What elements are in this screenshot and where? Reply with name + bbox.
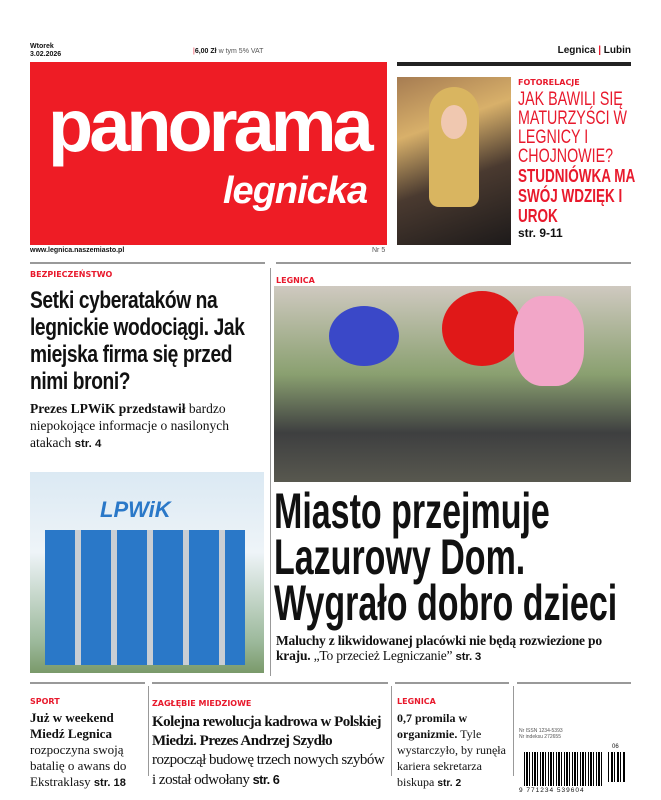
- teaser-page: str. 9-11: [518, 226, 563, 240]
- price: |6,00 Zł w tym 5% VAT: [193, 48, 264, 55]
- face: [441, 105, 467, 139]
- column-divider: [270, 268, 271, 676]
- pink-wig: [514, 296, 584, 386]
- blue-wig: [329, 306, 399, 366]
- divider: [30, 682, 145, 684]
- main-lead: „To przecież Legniczanie”: [313, 648, 453, 663]
- legnica-text: Tyle wystarczyło, by runęła kariera sekretarza biskupa: [397, 727, 506, 789]
- left-headline: Setki cyberataków na legnickie wodociągi. Jak miejska firma się przed nimi broni?: [30, 287, 245, 395]
- barcode-addon: [608, 752, 626, 782]
- sport-bold: Już w weekend Miedź Legnica: [30, 710, 114, 741]
- price-value: 6,00 Zł: [194, 48, 217, 55]
- column-divider: [148, 686, 149, 776]
- column-divider: [391, 686, 392, 776]
- logo-sub: legnicka: [223, 170, 368, 212]
- divider: [30, 262, 265, 264]
- bottom-story-sport[interactable]: [30, 694, 146, 791]
- main-kicker: LEGNICA: [276, 276, 315, 285]
- edition: Legnica | Lubin: [557, 45, 631, 56]
- barcode-number: 9 771234 539604: [519, 787, 585, 794]
- logo[interactable]: [30, 62, 387, 245]
- issue-number: Nr 5: [372, 247, 386, 254]
- sport-kicker: SPORT: [30, 697, 60, 706]
- teaser-kicker: FOTORELACJE: [518, 78, 580, 87]
- date: 3.02.2026: [30, 51, 62, 58]
- copper-page: str. 6: [252, 772, 280, 787]
- main-headline[interactable]: Miasto przejmuje Lazurowy Dom. Wygrało dobro dzieci: [274, 483, 618, 631]
- main-page: str. 3: [455, 651, 482, 663]
- main-lead-bold: Maluchy z likwidowanej placówki nie będą rozwiezione po kraju.: [276, 633, 602, 663]
- left-story[interactable]: [30, 270, 265, 453]
- red-wig: [442, 291, 522, 366]
- main-photo[interactable]: [274, 286, 631, 482]
- building-sign: LPWiK: [100, 497, 171, 522]
- edition-1: Legnica: [557, 45, 596, 56]
- copper-kicker: ZAGŁĘBIE MIEDZIOWE: [152, 699, 252, 708]
- day: Wtorek: [30, 43, 54, 50]
- sport-text: rozpoczyna swoją batalię o awans do Ekstraklasy: [30, 742, 127, 789]
- teaser-subhead: STUDNIÓWKA MA SWÓJ WDZIĘK I UROK: [518, 166, 635, 226]
- bottom-story-copper[interactable]: [152, 694, 388, 790]
- divider: [276, 262, 631, 264]
- bottom-story-legnica[interactable]: [397, 694, 509, 792]
- lpwik-photo[interactable]: [30, 472, 264, 673]
- divider: [517, 682, 631, 684]
- left-lead-bold: Prezes LPWiK przedstawił: [30, 401, 186, 416]
- sport-page: str. 18: [93, 777, 126, 789]
- column-divider: [513, 686, 514, 776]
- issn: Nr ISSN 1234-5393: [519, 728, 563, 734]
- copper-text: rozpoczął budowę trzech nowych szybów i został odwołany: [152, 752, 385, 788]
- barcode-addon-number: 06: [612, 744, 619, 750]
- copper-bold: Kolejna rewolucja kadrowa w Polskiej Miedzi. Prezes Andrzej Szydło: [152, 714, 381, 749]
- price-note: w tym 5% VAT: [218, 48, 264, 55]
- issn-block: [519, 728, 563, 740]
- index-number: Nr indeksu 272655: [519, 734, 561, 740]
- left-page: str. 4: [74, 438, 102, 450]
- teaser[interactable]: [518, 78, 638, 240]
- top-bar: [397, 62, 631, 66]
- divider: [395, 682, 509, 684]
- barcode: [524, 752, 602, 786]
- date-block: [30, 43, 61, 59]
- website[interactable]: www.legnica.naszemiasto.pl: [30, 247, 125, 254]
- logo-main: panorama: [48, 84, 370, 167]
- left-kicker: BEZPIECZEŃSTWO: [30, 270, 113, 279]
- divider: [152, 682, 388, 684]
- legnica-bold: 0,7 promila w organizmie.: [397, 711, 468, 741]
- building: [45, 530, 245, 665]
- legnica-page: str. 2: [437, 778, 462, 789]
- left-lead: bardzo niepokojące informacje o nasilonych atakach: [30, 401, 230, 450]
- edition-2: Lubin: [603, 45, 631, 56]
- teaser-photo[interactable]: [397, 77, 511, 245]
- legnica-kicker: LEGNICA: [397, 697, 436, 706]
- teaser-headline: JAK BAWILI SIĘ MATURZYŚCI W LEGNICY I CHOJNOWIE?: [518, 89, 627, 167]
